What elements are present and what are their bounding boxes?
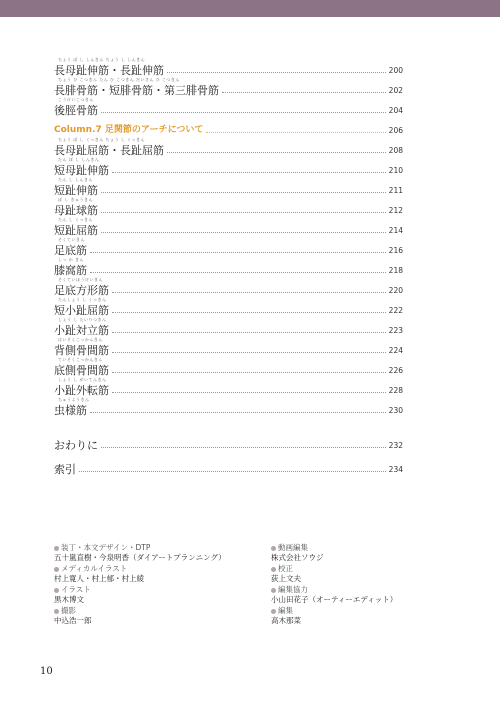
toc-entry[interactable]	[54, 178, 403, 198]
bullet-icon	[54, 609, 59, 614]
dotted-leader	[112, 172, 386, 173]
dotted-leader	[101, 112, 386, 113]
toc-entry[interactable]	[54, 358, 403, 378]
credit-role: 編集	[278, 606, 293, 615]
toc-page: 220	[388, 286, 403, 295]
credit-item	[54, 585, 244, 606]
credit-role: イラスト	[61, 585, 91, 594]
credit-item	[271, 564, 461, 585]
toc-entry[interactable]	[54, 378, 403, 398]
toc-ruby: ちゅうようきん	[58, 397, 90, 402]
toc-column-entry[interactable]	[54, 118, 403, 138]
page-number: 10	[40, 666, 53, 677]
toc-page: 200	[388, 66, 403, 75]
toc-page: 208	[388, 146, 403, 155]
credit-name: 五十嵐直樹・今泉明香（ダイアートプランニング）	[54, 553, 226, 562]
toc-back-matter	[54, 433, 403, 477]
dotted-leader	[112, 372, 386, 373]
credit-item	[271, 585, 461, 606]
toc-page: 226	[388, 366, 403, 375]
credit-role: メディカルイラスト	[61, 564, 128, 573]
credit-role: 動画編集	[278, 543, 308, 552]
toc-title: 短小趾屈筋	[54, 304, 109, 317]
toc-entry[interactable]	[54, 298, 403, 318]
toc-title: 索引	[54, 463, 76, 476]
credit-name: 小山田花子（オーティーエディット）	[271, 595, 398, 604]
toc-title: 短趾屈筋	[54, 224, 98, 237]
toc-entry[interactable]	[54, 278, 403, 298]
credit-item	[271, 606, 461, 627]
credit-name: 荻上文夫	[271, 574, 301, 583]
toc-ruby: ちょう ぼ し くっきん ちょう し くっきん	[58, 137, 145, 142]
toc-page: 212	[388, 206, 403, 215]
credit-role: 撮影	[61, 606, 76, 615]
toc-ruby: こうけいこつきん	[58, 97, 94, 102]
bullet-icon	[271, 609, 276, 614]
credit-item	[54, 543, 244, 564]
toc-entry-index[interactable]	[54, 457, 403, 477]
toc-title: 底側骨間筋	[54, 364, 109, 377]
toc-title: 虫様筋	[54, 404, 87, 417]
dotted-leader	[90, 252, 386, 253]
bullet-icon	[271, 588, 276, 593]
toc-title: 背側骨間筋	[54, 344, 109, 357]
toc-ruby: ちょう ぼ し しんきん ちょう し しんきん	[58, 57, 146, 62]
toc-title: 長母趾伸筋・長趾伸筋	[54, 64, 164, 77]
toc-title: 足底筋	[54, 244, 87, 257]
credit-item	[54, 564, 244, 585]
toc-title: 足底方形筋	[54, 284, 109, 297]
toc-page: 223	[388, 326, 403, 335]
dotted-leader	[101, 232, 386, 233]
toc-title: 母趾球筋	[54, 204, 98, 217]
dotted-leader	[112, 352, 386, 353]
toc-entry[interactable]	[54, 218, 403, 238]
toc-ruby: たんしょう し くっきん	[58, 297, 107, 302]
dotted-leader	[167, 72, 386, 73]
toc-page: 210	[388, 166, 403, 175]
dotted-leader	[79, 471, 386, 472]
toc-page: 206	[388, 126, 403, 135]
dotted-leader	[101, 212, 386, 213]
toc-entry[interactable]	[54, 98, 403, 118]
toc-page: 232	[388, 441, 403, 450]
toc-page: 230	[388, 406, 403, 415]
credit-name: 中込浩一郎	[54, 616, 92, 625]
toc-page: 202	[388, 86, 403, 95]
bullet-icon	[54, 588, 59, 593]
credit-item	[271, 543, 461, 564]
credit-name: 村上寛人・村上郁・村上綾	[54, 574, 144, 583]
toc-page: 211	[388, 186, 403, 195]
toc-entry[interactable]	[54, 58, 403, 78]
credits-left-column	[54, 543, 244, 627]
credit-role: 編集協力	[278, 585, 308, 594]
dotted-leader	[112, 392, 386, 393]
toc-title: 短母趾伸筋	[54, 164, 109, 177]
toc-entry[interactable]	[54, 138, 403, 158]
dotted-leader	[101, 192, 386, 193]
toc-title: 膝窩筋	[54, 264, 87, 277]
dotted-leader	[90, 412, 386, 413]
credit-role: 装丁・本文デザイン・DTP	[61, 543, 151, 552]
toc-entry[interactable]	[54, 318, 403, 338]
toc-entry[interactable]	[54, 198, 403, 218]
toc-ruby: そくていほうけいきん	[58, 277, 103, 282]
toc-ruby: ちょう ひ こつきん たん ひ こつきん だいさん ひ こつきん	[58, 77, 180, 82]
toc-entry[interactable]	[54, 258, 403, 278]
toc-title: 小趾対立筋	[54, 324, 109, 337]
dotted-leader	[112, 292, 386, 293]
bullet-icon	[54, 546, 59, 551]
toc-title: Column.7 足関節のアーチについて	[54, 125, 204, 135]
toc-ruby: ぼ し きゅうきん	[58, 197, 94, 202]
bullet-icon	[54, 567, 59, 572]
dotted-leader	[167, 152, 386, 153]
toc-page: 214	[388, 226, 403, 235]
bullet-icon	[271, 546, 276, 551]
dotted-leader	[112, 332, 386, 333]
dotted-leader	[222, 92, 386, 93]
toc-title: 小趾外転筋	[54, 384, 109, 397]
toc-page: 204	[388, 106, 403, 115]
toc-ruby: たん ぼ し しんきん	[58, 157, 100, 162]
toc-entry[interactable]	[54, 78, 403, 98]
toc-entry[interactable]	[54, 158, 403, 178]
credits-right-column	[271, 543, 461, 627]
toc-entry-afterword[interactable]	[54, 433, 403, 453]
toc-title: おわりに	[54, 439, 98, 452]
toc-ruby: たん し くっきん	[58, 217, 93, 222]
table-of-contents	[54, 58, 403, 418]
toc-ruby: しっ か きん	[58, 257, 85, 262]
dotted-leader	[101, 447, 386, 448]
toc-page: 218	[388, 266, 403, 275]
toc-title: 短趾伸筋	[54, 184, 98, 197]
dotted-leader	[90, 272, 386, 273]
toc-entry[interactable]	[54, 398, 403, 418]
toc-title: 長腓骨筋・短腓骨筋・第三腓骨筋	[54, 84, 219, 97]
toc-ruby: しょう し がいてんきん	[58, 377, 107, 382]
header-bar	[0, 0, 500, 17]
toc-ruby: たん し しんきん	[58, 177, 94, 182]
toc-page: 222	[388, 306, 403, 315]
credit-name: 黒木博文	[54, 595, 84, 604]
dotted-leader	[112, 312, 386, 313]
toc-title: 長母趾屈筋・長趾屈筋	[54, 144, 164, 157]
toc-page: 234	[388, 465, 403, 474]
toc-ruby: はいそくこっかんきん	[58, 337, 103, 342]
credit-role: 校正	[278, 564, 293, 573]
toc-ruby: しょう し たいりつきん	[58, 317, 107, 322]
toc-page: 216	[388, 246, 403, 255]
toc-entry[interactable]	[54, 338, 403, 358]
credit-name: 株式会社ソウジ	[271, 553, 324, 562]
bullet-icon	[271, 567, 276, 572]
toc-page: 224	[388, 346, 403, 355]
toc-ruby: そくていきん	[58, 237, 85, 242]
toc-page: 228	[388, 386, 403, 395]
toc-title: 後脛骨筋	[54, 104, 98, 117]
dotted-leader	[206, 132, 385, 133]
credit-name: 高木那菜	[271, 616, 301, 625]
toc-ruby: ていそくこっかんきん	[58, 357, 103, 362]
credit-item	[54, 606, 244, 627]
toc-entry[interactable]	[54, 238, 403, 258]
